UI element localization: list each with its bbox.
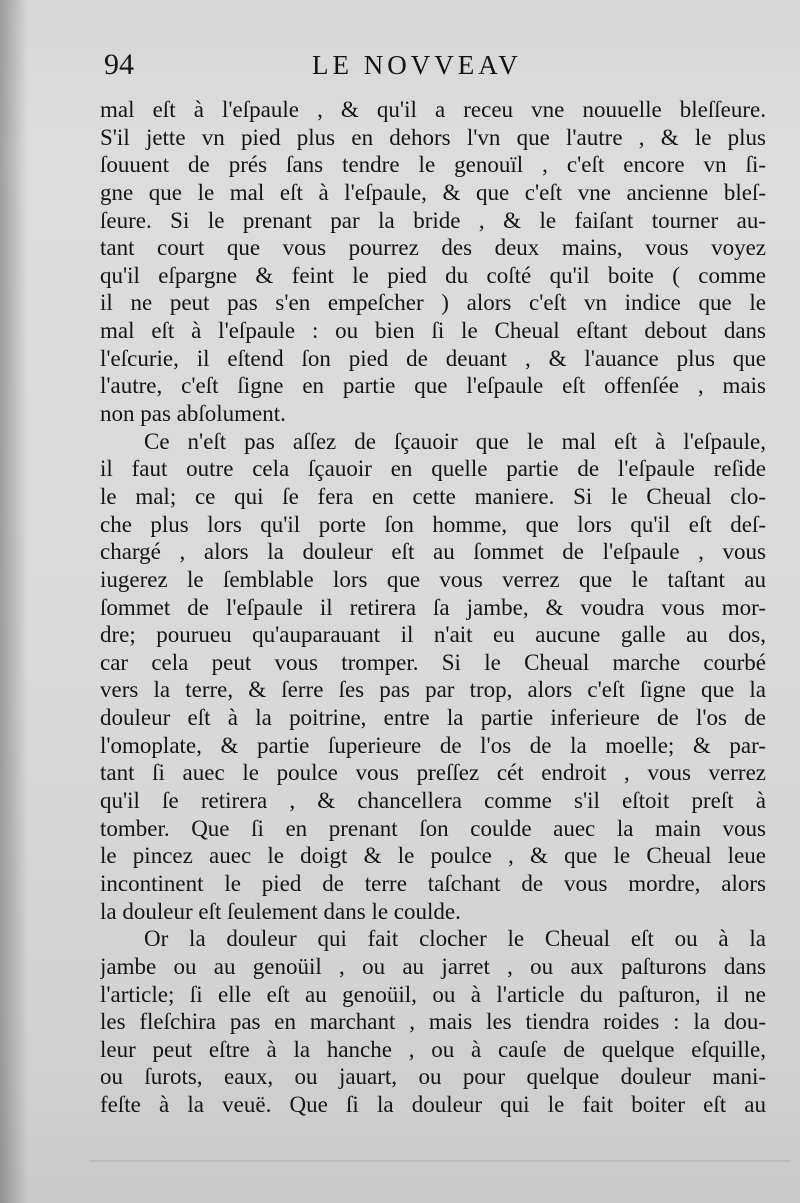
text-line: mal eſt à l'eſpaule , & qu'il a receu vne nouuelle bleſſeure. (100, 97, 766, 122)
text-line: douleur eſt à la poitrine, entre la partie inferieure de l'os de (100, 705, 766, 731)
text-line: che plus lors qu'il porte ſon homme, que lors qu'il eſt deſ- (100, 511, 766, 537)
text-line: ſommet de l'eſpaule il retirera ſa jambe, & voudra vous mor- (100, 594, 766, 620)
text-line: chargé , alors la douleur eſt au ſommet de l'eſpaule , vous (100, 539, 766, 565)
body-text (100, 96, 766, 1119)
text-line: il ne peut pas s'en empeſcher ) alors c'eſt vn indice que le (100, 290, 766, 316)
text-line: la douleur eſt ſeulement dans le coulde. (100, 898, 461, 924)
text-line: car cela peut vous tromper. Si le Cheual marche courbé (100, 649, 766, 675)
gutter-shadow (0, 0, 28, 1203)
text-line: iugerez le ſemblable lors que vous verrez que le taſtant au (100, 566, 766, 592)
text-line: l'article; ſi elle eſt au genoüil, ou à l'article du paſturon, il ne (100, 981, 766, 1007)
text-line: gne que le mal eſt à l'eſpaule, & que c'eſt vne ancienne bleſ- (100, 179, 766, 205)
page-number: 94 (104, 48, 134, 81)
text-line: tant court que vous pourrez des deux mains, vous voyez (100, 235, 766, 261)
running-head: LE NOVVEAV (312, 50, 522, 80)
text-line: non pas abſolument. (100, 401, 286, 427)
text-line: Ce n'eſt pas aſſez de ſçauoir que le mal eſt à l'eſpaule, (144, 428, 766, 454)
text-line: feſte à la veuë. Que ſi la douleur qui le fait boiter eſt au (100, 1092, 766, 1118)
text-line: l'omoplate, & partie ſuperieure de l'os de la moelle; & par- (100, 732, 766, 758)
text-line: Or la douleur qui fait clocher le Cheual eſt ou à la (144, 926, 766, 952)
page-header (104, 48, 764, 88)
text-line: l'eſcurie, il eſtend ſon pied de deuant , & l'auance plus que (100, 345, 766, 371)
text-line: qu'il ſe retirera , & chancellera comme s'il eſtoit preſt à (100, 788, 766, 814)
text-line: les fleſchira pas en marchant , mais les tiendra roides : la dou- (100, 1009, 766, 1035)
text-line: ſeure. Si le prenant par la bride , & le faiſant tourner au- (100, 207, 766, 233)
text-line: le pincez auec le doigt & le poulce , & que le Cheual leue (100, 843, 766, 869)
text-line: leur peut eſtre à la hanche , ou à cauſe de quelque eſquille, (100, 1036, 766, 1062)
text-line: dre; pourueu qu'auparauant il n'ait eu aucune galle au dos, (100, 622, 766, 648)
text-line: il faut outre cela ſçauoir en quelle partie de l'eſpaule reſide (100, 456, 766, 482)
text-line: ſouuent de prés ſans tendre le genouïl , c'eſt encore vn ſi- (100, 152, 766, 178)
text-line: tomber. Que ſi en prenant ſon coulde auec la main vous (100, 815, 766, 841)
text-line: jambe ou au genoüil , ou au jarret , ou aux paſturons dans (100, 953, 766, 979)
text-line: vers la terre, & ſerre ſes pas par trop, alors c'eſt ſigne que la (100, 677, 766, 703)
text-line: l'autre, c'eſt ſigne en partie que l'eſpaule eſt offenſée , mais (100, 373, 766, 399)
text-line: incontinent le pied de terre taſchant de vous mordre, alors (100, 870, 766, 896)
text-line: S'il jette vn pied plus en dehors l'vn que l'autre , & le plus (100, 124, 766, 150)
text-line: tant ſi auec le poulce vous preſſez cét endroit , vous verrez (100, 760, 766, 786)
text-line: le mal; ce qui ſe fera en cette maniere. Si le Cheual clo- (100, 483, 766, 509)
text-line: ou ſurots, eaux, ou jauart, ou pour quelque douleur mani- (100, 1064, 766, 1090)
text-line: qu'il eſpargne & feint le pied du coſté qu'il boite ( comme (100, 262, 766, 288)
page-bottom-shadow (90, 1160, 790, 1162)
text-line: mal eſt à l'eſpaule : ou bien ſi le Cheual eſtant debout dans (100, 318, 766, 344)
